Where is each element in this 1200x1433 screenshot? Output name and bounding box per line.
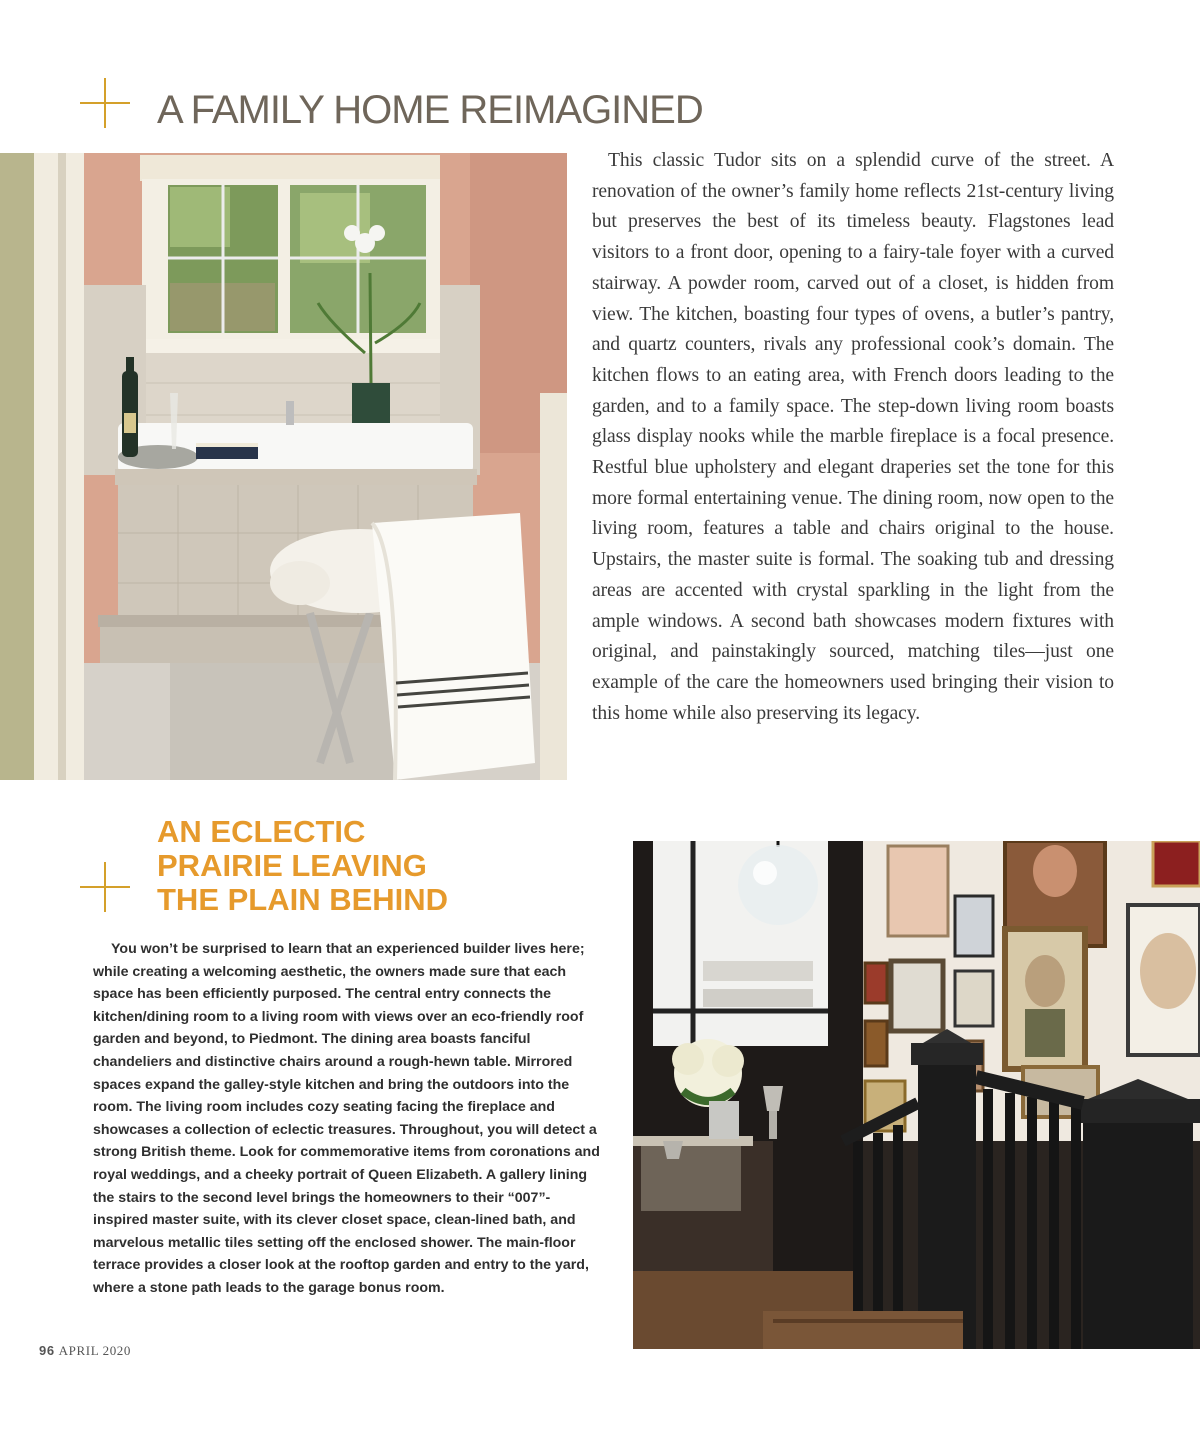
title-line-3: THE PLAIN BEHIND xyxy=(157,882,449,917)
bathroom-photo xyxy=(0,153,567,780)
plus-ornament-icon xyxy=(80,78,130,128)
title-line-1: AN ECLECTIC xyxy=(157,814,366,849)
article-title-family-home: A FAMILY HOME REIMAGINED xyxy=(157,88,703,132)
article-body-family-home: This classic Tudor sits on a splendid curve of the street. A renovation of the owner’s family home reflects 21st-century living but preserves the best of its timeless beauty. Flagstones lead visitors to a front door, opening to a fairy-tale foyer with a curved stairway. A powder room, carved out of a closet, is hidden from view. The kitchen, boasting four types of ovens, a butler’s pantry, and quartz counters, rivals any professional cook’s domain. The kitchen flows to an eating area, with French doors leading to the garden, and to a family space. The step-down living room boasts glass display nooks while the marble fireplace is a focal presence. Restful blue upholstery and elegant draperies set the tone for this more formal entertaining venue. The dining room, now open to the living room, features a table and chairs original to the house. Upstairs, the master suite is formal. The soaking tub and dressing areas are accented with crystal sparkling in the light from the ample windows. A second bath showcases modern fixtures with original, and painstakingly sourced, matching tiles—just one example of the care the homeowners used bringing their vision to this home while also preserving its legacy. xyxy=(592,150,1114,724)
article-body-eclectic-prairie: You won’t be surprised to learn that an experienced builder lives here; while creating a welcoming aesthetic, the owners made sure that each space has been efficiently purposed. The central entry connects the kitchen/dining room to a living room with views over an eco-friendly roof garden and beyond, to Piedmont. The dining area boasts fanciful chandeliers and distinctive chairs around a rough-hewn table. Mirrored spaces expand the galley-style kitchen and bring the outdoors into the room. The living room includes cozy seating facing the fireplace and showcases a collection of eclectic treasures. Throughout, you will detect a strong British theme. Look for commemorative items from coronations and royal weddings, and a cheeky portrait of Queen Elizabeth. A gallery lining the stairs to the second level brings the homeowners to their “007”-inspired master suite, with its clever closet space, clean-lined bath, and marvelous metallic tiles setting off the enclosed shower. The main-floor terrace provides a closer look at the rooftop garden and entry to the yard, where a stone path leads to the garage bonus room. xyxy=(93,941,600,1296)
issue-date: APRIL 2020 xyxy=(58,1343,131,1358)
plus-ornament-icon xyxy=(80,862,130,912)
title-line-2: PRAIRIE LEAVING xyxy=(157,848,427,883)
page-number: 96 xyxy=(39,1343,55,1358)
staircase-gallery-photo xyxy=(633,841,1200,1349)
article-title-eclectic-prairie xyxy=(157,815,448,917)
page-folio xyxy=(39,1343,131,1359)
